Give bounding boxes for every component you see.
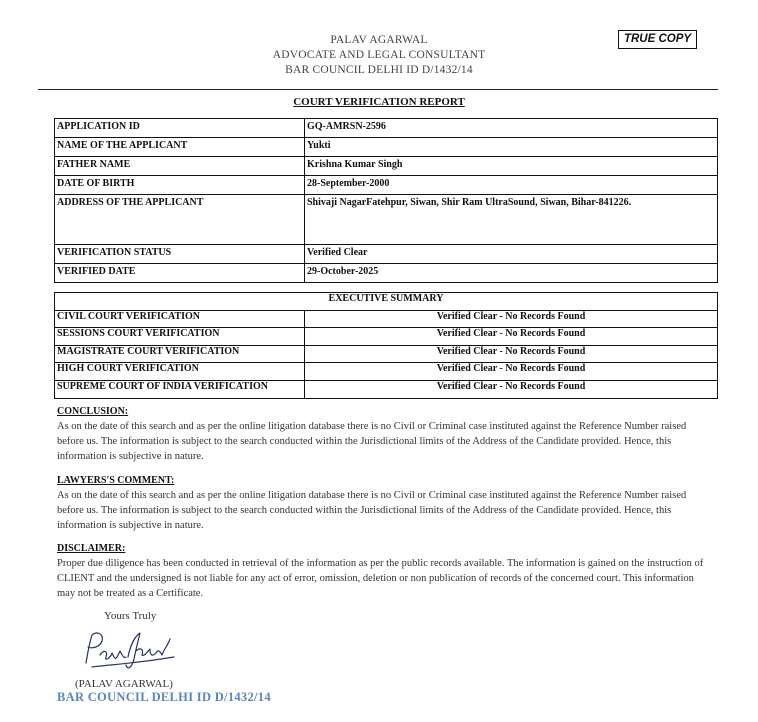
detail-value: Verified Clear — [305, 245, 718, 264]
table-row — [55, 138, 718, 157]
table-row — [55, 195, 718, 245]
signatory-name: (PALAV AGARWAL) — [75, 678, 173, 690]
table-row — [55, 264, 718, 283]
summary-label: MAGISTRATE COURT VERIFICATION — [55, 345, 305, 363]
detail-value: 28-September-2000 — [305, 176, 718, 195]
detail-label: APPLICATION ID — [55, 119, 305, 138]
advocate-name: PALAV AGARWAL — [330, 34, 428, 46]
table-row — [55, 328, 718, 346]
advocate-bar-id: BAR COUNCIL DELHI ID D/1432/14 — [285, 64, 473, 76]
detail-label: VERIFICATION STATUS — [55, 245, 305, 264]
true-copy-stamp: TRUE COPY — [618, 30, 697, 49]
lawyers-comment-section — [57, 473, 707, 533]
table-row — [55, 380, 718, 398]
table-row — [55, 293, 718, 311]
summary-label: SUPREME COURT OF INDIA VERIFICATION — [55, 380, 305, 398]
detail-label: NAME OF THE APPLICANT — [55, 138, 305, 157]
summary-value: Verified Clear - No Records Found — [305, 328, 718, 346]
lawyers-comment-text: As on the date of this search and as per the online litigation database there is no Civil or Criminal case instituted against the Reference Number raised before us. The information is subject to the search conducted within the Jurisdictional limits of the Address of the Candidate provided. Hence, this information is subjective in nature. — [57, 490, 687, 531]
summary-label: SESSIONS COURT VERIFICATION — [55, 328, 305, 346]
detail-value: 29-October-2025 — [305, 264, 718, 283]
disclaimer-section — [57, 541, 707, 601]
detail-label: DATE OF BIRTH — [55, 176, 305, 195]
summary-heading: EXECUTIVE SUMMARY — [55, 293, 718, 311]
summary-label: HIGH COURT VERIFICATION — [55, 363, 305, 381]
disclaimer-text: Proper due diligence has been conducted in retrieval of the information as per the public records available. The information is gained on the instruction of CLIENT and the undersigned is not liable for any act of error, omission, deletion or non publication of records of the concerned court. This information may not be treated as a Certificate. — [57, 558, 704, 599]
conclusion-heading: CONCLUSION: — [57, 406, 129, 417]
detail-label: FATHER NAME — [55, 157, 305, 176]
signatory-bar-id: BAR COUNCIL DELHI ID D/1432/14 — [57, 690, 271, 704]
advocate-designation: ADVOCATE AND LEGAL CONSULTANT — [272, 49, 486, 61]
conclusion-text: As on the date of this search and as per the online litigation database there is no Civil or Criminal case instituted against the Reference Number raised before us. The information is subject to the search conducted within the Jurisdictional limits of the Address of the Candidate provided. Hence, this information is subjective in nature. — [57, 421, 687, 462]
detail-label: VERIFIED DATE — [55, 264, 305, 283]
summary-value: Verified Clear - No Records Found — [305, 380, 718, 398]
summary-value: Verified Clear - No Records Found — [305, 363, 718, 381]
detail-value: GQ-AMRSN-2596 — [305, 119, 718, 138]
executive-summary-table — [54, 292, 718, 399]
report-title: COURT VERIFICATION REPORT — [293, 96, 465, 108]
applicant-details-table — [54, 118, 718, 283]
header-divider — [38, 89, 718, 90]
table-row — [55, 310, 718, 328]
table-row — [55, 176, 718, 195]
detail-label: ADDRESS OF THE APPLICANT — [55, 195, 305, 245]
table-row — [55, 245, 718, 264]
conclusion-section — [57, 404, 707, 464]
handwritten-signature — [78, 627, 178, 675]
summary-value: Verified Clear - No Records Found — [305, 345, 718, 363]
table-row — [55, 119, 718, 138]
table-row — [55, 363, 718, 381]
summary-label: CIVIL COURT VERIFICATION — [55, 310, 305, 328]
detail-value: Shivaji NagarFatehpur, Siwan, Shir Ram UltraSound, Siwan, Bihar-841226. — [305, 195, 718, 245]
detail-value: Yukti — [305, 138, 718, 157]
detail-value: Krishna Kumar Singh — [305, 157, 718, 176]
table-row — [55, 157, 718, 176]
closing-salutation: Yours Truly — [104, 610, 157, 622]
table-row — [55, 345, 718, 363]
lawyers-comment-heading: LAWYERS'S COMMENT: — [57, 475, 175, 486]
disclaimer-heading: DISCLAIMER: — [57, 543, 126, 554]
summary-value: Verified Clear - No Records Found — [305, 310, 718, 328]
